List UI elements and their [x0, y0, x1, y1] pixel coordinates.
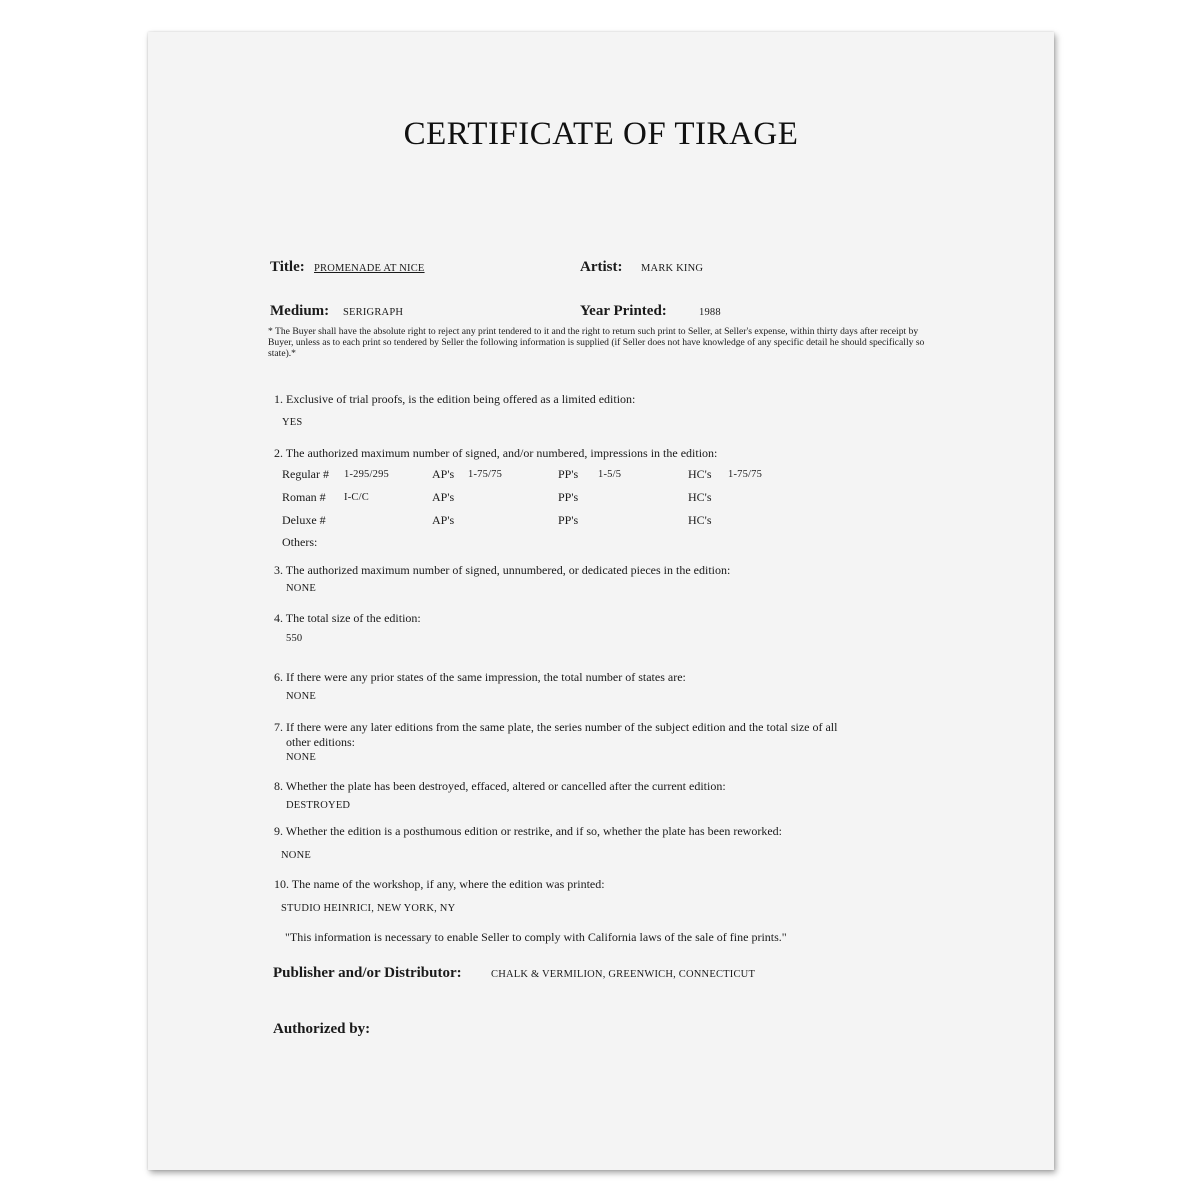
title-label: Title: — [270, 259, 305, 275]
item-9-question: 9. Whether the edition is a posthumous edition or restrike, and if so, whether the plate has been reworked: — [274, 824, 782, 838]
certificate-paper — [148, 32, 1054, 1170]
buyer-note: * The Buyer shall have the absolute right to reject any print tendered to it and the right to return such print to Seller, at Seller's expense, within thirty days after receipt by Buyer, unless as to each print so tendered by Seller the following information is supplied (if Seller does not have knowledge of any specific detail he should specifically so state).* — [268, 326, 925, 359]
publisher-value: CHALK & VERMILION, GREENWICH, CONNECTICUT — [491, 969, 756, 980]
item-9-answer: NONE — [281, 850, 311, 861]
artist-value: MARK KING — [641, 263, 704, 274]
pp-value: 1-5/5 — [598, 469, 622, 480]
item-4-answer: 550 — [286, 633, 303, 644]
edition-row-label: Roman # — [282, 490, 326, 504]
item-3-question: 3. The authorized maximum number of signed, unnumbered, or dedicated pieces in the edition: — [274, 563, 731, 577]
others-label: Others: — [282, 535, 318, 549]
pp-label: PP's — [558, 467, 579, 481]
item-8-answer: DESTROYED — [286, 800, 351, 811]
california-note: "This information is necessary to enable Seller to comply with California laws of the sale of fine prints." — [285, 930, 787, 944]
certificate-heading: CERTIFICATE OF TIRAGE — [403, 116, 799, 152]
pp-label: PP's — [558, 490, 579, 504]
pp-label: PP's — [558, 513, 579, 527]
year-printed-value: 1988 — [699, 307, 721, 318]
ap-label: AP's — [432, 467, 455, 481]
hc-value: 1-75/75 — [728, 469, 763, 480]
edition-row-value: 1-295/295 — [344, 469, 389, 480]
ap-label: AP's — [432, 490, 455, 504]
medium-label: Medium: — [270, 303, 330, 319]
item-7-answer: NONE — [286, 752, 316, 763]
year-printed-label: Year Printed: — [580, 303, 667, 319]
ap-value: 1-75/75 — [468, 469, 503, 480]
item-6-question: 6. If there were any prior states of the same impression, the total number of states are: — [274, 670, 686, 684]
authorized-by-label: Authorized by: — [273, 1021, 371, 1037]
item-10-answer: STUDIO HEINRICI, NEW YORK, NY — [281, 903, 456, 914]
item-3-answer: NONE — [286, 583, 316, 594]
hc-label: HC's — [688, 467, 712, 481]
edition-row-value: I-C/C — [344, 492, 369, 503]
medium-value: SERIGRAPH — [343, 307, 404, 318]
ap-label: AP's — [432, 513, 455, 527]
item-6-answer: NONE — [286, 691, 316, 702]
edition-row-label: Deluxe # — [282, 513, 326, 527]
hc-label: HC's — [688, 490, 712, 504]
item-1-answer: YES — [282, 417, 303, 428]
artist-label: Artist: — [580, 259, 623, 275]
hc-label: HC's — [688, 513, 712, 527]
edition-row-label: Regular # — [282, 467, 329, 481]
item-4-question: 4. The total size of the edition: — [274, 611, 421, 625]
item-2-question: 2. The authorized maximum number of signed, and/or numbered, impressions in the edition: — [274, 446, 718, 460]
item-8-question: 8. Whether the plate has been destroyed, effaced, altered or cancelled after the current edition: — [274, 779, 726, 793]
publisher-label: Publisher and/or Distributor: — [273, 965, 462, 981]
title-value: PROMENADE AT NICE — [314, 263, 425, 274]
item-7-question: 7. If there were any later editions from the same plate, the series number of the subject edition and the total size of all — [274, 720, 838, 734]
item-10-question: 10. The name of the workshop, if any, where the edition was printed: — [274, 877, 605, 891]
item-7-question-continued: other editions: — [286, 735, 355, 749]
item-1-question: 1. Exclusive of trial proofs, is the edition being offered as a limited edition: — [274, 392, 636, 406]
